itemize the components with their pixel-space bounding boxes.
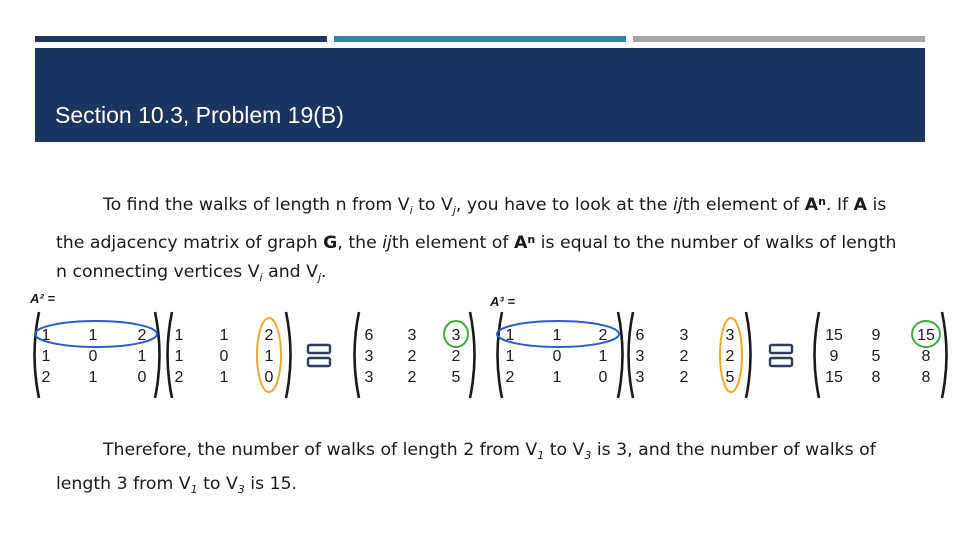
matrix-a-squared-cell-r1c3: 3: [451, 327, 461, 344]
matrix-a-cubed-cell-r1c1: 15: [825, 327, 843, 344]
matrix-a-left-1-cell-r1c2: 1: [88, 327, 98, 344]
matrix-a-cubed-cell-r1c3: 15: [917, 327, 935, 344]
matrix-a-squared-right-cell-r1c1: 6: [635, 327, 645, 344]
accent-bar-teal: [334, 36, 626, 42]
matrix-a-cubed-right-paren: [942, 312, 947, 398]
matrix-a-left-2-cell-r2c1: 1: [174, 348, 184, 365]
matrix-a-right-cell-r2c2: 0: [552, 348, 562, 365]
matrix-a-squared-right-cell-r2c2: 2: [679, 348, 689, 365]
explanation-paragraph: To find the walks of length n from $V_i$ to $V_j$, you have to look at the ijth element of $A^n$. If A is the adjacency matrix of graph G, the ijth element of $A^n$ is equal to the number of walks of length n connecting vertices $V_i$ and $V_j$.: [56, 195, 897, 284]
matrix-a-squared-cell-r1c1: 6: [364, 327, 374, 344]
matrix-a-left-2-cell-r3c1: 2: [174, 369, 184, 386]
matrix-a-squared-cell-r1c2: 3: [407, 327, 417, 344]
matrix-a-left-1-cell-r3c3: 0: [137, 369, 147, 386]
title-band: [35, 48, 925, 142]
matrix-a-squared-right-right-paren: [746, 312, 751, 398]
matrix-a-left-1-left-paren: [35, 312, 40, 398]
matrix-a-squared-right-cell-r1c3: 3: [725, 327, 735, 344]
matrix-a-squared-cell-r3c3: 5: [451, 369, 461, 386]
matrix-a-right-left-paren: [498, 312, 503, 398]
matrix-a-left-2-cell-r3c2: 1: [219, 369, 229, 386]
matrix-a-right-cell-r2c3: 1: [598, 348, 608, 365]
matrix-a-squared-right-cell-r3c1: 3: [635, 369, 645, 386]
matrix-a-right-cell-r3c2: 1: [552, 369, 562, 386]
matrix-a-left-2-cell-r1c1: 1: [174, 327, 184, 344]
accent-bar-dark-blue: [35, 36, 327, 42]
a-squared-label: A² =: [30, 291, 55, 306]
matrix-a-cubed-cell-r2c2: 5: [871, 348, 881, 365]
matrix-a-squared-right-cell-r2c1: 3: [635, 348, 645, 365]
matrix-a-left-1-cell-r2c3: 1: [137, 348, 147, 365]
matrix-a-cubed-left-paren: [815, 312, 820, 398]
conclusion-paragraph: Therefore, the number of walks of length 2 from $V_1$ to $V_3$ is 3, and the number of walks of length 3 from $V_1$ to $V_3$ is 15.: [56, 440, 876, 496]
matrix-a-left-1-cell-r1c1: 1: [41, 327, 51, 344]
matrix-a-right-cell-r2c1: 1: [505, 348, 515, 365]
matrix-a-cubed-cell-r2c3: 8: [921, 348, 931, 365]
matrix-a-squared-right-left-paren: [629, 312, 634, 398]
accent-bar-gray: [633, 36, 925, 42]
matrix-a-squared-right-paren: [470, 312, 475, 398]
matrix-a-squared-right-cell-r2c3: 2: [725, 348, 735, 365]
matrix-a-squared-cell-r2c2: 2: [407, 348, 417, 365]
matrix-a-cubed-cell-r2c1: 9: [829, 348, 839, 365]
matrix-a-left-2-cell-r2c3: 1: [264, 348, 274, 365]
matrix-a-right-cell-r3c1: 2: [505, 369, 515, 386]
matrix-a-squared-right-cell-r3c2: 2: [679, 369, 689, 386]
a-cubed-label: A³ =: [490, 294, 515, 309]
matrix-a-right-cell-r1c3: 2: [598, 327, 608, 344]
matrix-a-cubed-cell-r3c3: 8: [921, 369, 931, 386]
matrix-a-left-1-cell-r1c3: 2: [137, 327, 147, 344]
equals-sign-right-bottom-bar: [770, 358, 792, 366]
matrix-multiplication-figure: [28, 285, 950, 415]
matrix-a-left-1-cell-r2c1: 1: [41, 348, 51, 365]
matrix-a-squared-left-paren: [355, 312, 360, 398]
matrix-a-squared-cell-r3c2: 2: [407, 369, 417, 386]
matrix-a-squared-right-cell-r1c2: 3: [679, 327, 689, 344]
matrix-a-left-1-cell-r3c1: 2: [41, 369, 51, 386]
equals-sign-right-top-bar: [770, 345, 792, 353]
page-title: Section 10.3, Problem 19(B): [55, 102, 344, 128]
matrix-a-squared-cell-r3c1: 3: [364, 369, 374, 386]
matrix-a-left-1-cell-r3c2: 1: [88, 369, 98, 386]
matrix-a-right-right-paren: [618, 312, 623, 398]
matrix-a-left-1-right-paren: [155, 312, 160, 398]
matrix-a-left-1-cell-r2c2: 0: [88, 348, 98, 365]
matrix-a-squared-right-cell-r3c3: 5: [725, 369, 735, 386]
matrix-a-cubed-cell-r1c2: 9: [871, 327, 881, 344]
matrix-a-left-2-left-paren: [168, 312, 173, 398]
matrix-a-squared-cell-r2c3: 2: [451, 348, 461, 365]
matrix-a-left-2-cell-r1c2: 1: [219, 327, 229, 344]
matrix-a-right-cell-r1c1: 1: [505, 327, 515, 344]
matrix-a-right-cell-r3c3: 0: [598, 369, 608, 386]
matrix-a-left-2-cell-r3c3: 0: [264, 369, 274, 386]
equals-sign-left-top-bar: [308, 345, 330, 353]
matrix-a-left-2-cell-r1c3: 2: [264, 327, 274, 344]
matrix-a-cubed-cell-r3c2: 8: [871, 369, 881, 386]
matrix-a-cubed-cell-r3c1: 15: [825, 369, 843, 386]
matrix-a-left-2-cell-r2c2: 0: [219, 348, 229, 365]
matrix-a-right-cell-r1c2: 1: [552, 327, 562, 344]
matrix-a-squared-cell-r2c1: 3: [364, 348, 374, 365]
equals-sign-left-bottom-bar: [308, 358, 330, 366]
matrix-a-left-2-right-paren: [286, 312, 291, 398]
